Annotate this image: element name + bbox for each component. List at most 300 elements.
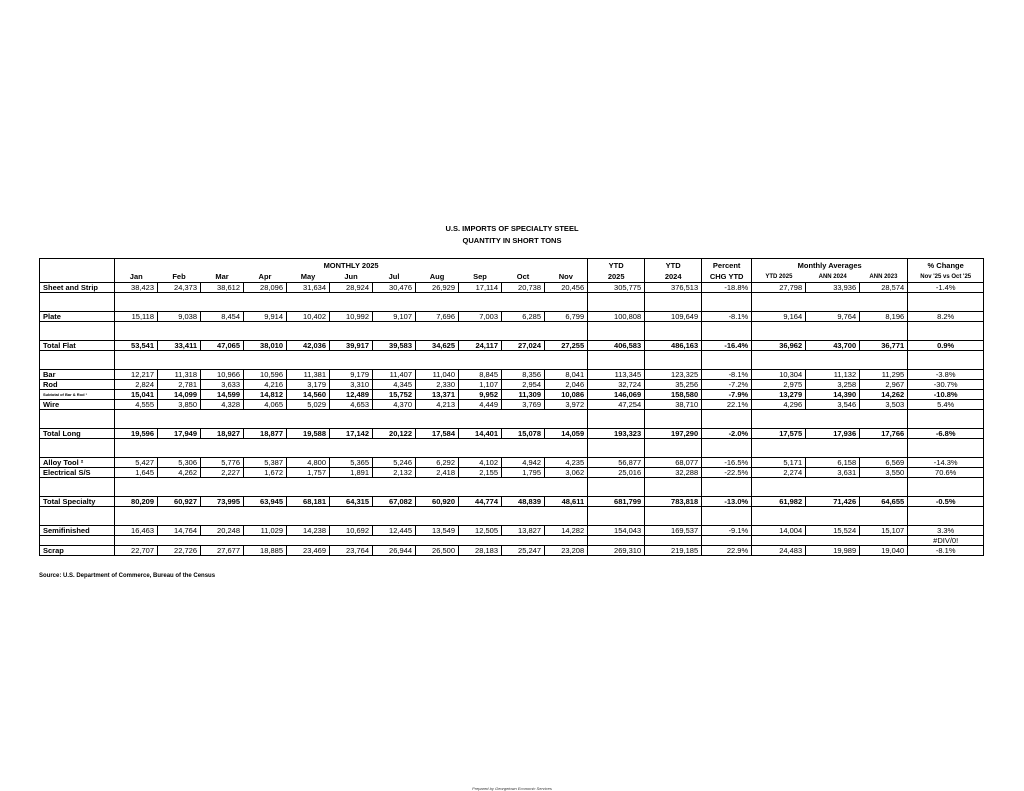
month-value: 10,966 bbox=[201, 370, 244, 380]
pct-change-ytd: -2.0% bbox=[702, 429, 752, 439]
month-value: 63,945 bbox=[244, 497, 287, 507]
month-header: Oct bbox=[516, 272, 530, 281]
spacer-row bbox=[40, 293, 984, 303]
spacer-row bbox=[40, 487, 984, 497]
month-value: 3,062 bbox=[545, 468, 588, 478]
table-row bbox=[40, 341, 984, 351]
pct-change-ytd: -18.8% bbox=[702, 283, 752, 293]
avg-ytd2025: 4,296 bbox=[752, 400, 806, 410]
spacer-row bbox=[40, 302, 984, 312]
avg-header: Monthly Averages bbox=[752, 259, 908, 273]
month-value: 47,065 bbox=[201, 341, 244, 351]
month-value: 11,309 bbox=[502, 390, 545, 400]
row-label: Plate bbox=[40, 312, 115, 322]
month-value: 4,449 bbox=[459, 400, 502, 410]
avg-col-header: ANN 2023 bbox=[869, 274, 898, 280]
pct-change-ytd: -8.1% bbox=[702, 370, 752, 380]
month-value: 34,625 bbox=[416, 341, 459, 351]
ytd24-value: 169,537 bbox=[645, 526, 702, 536]
pct-change-month: 5.4% bbox=[908, 400, 984, 410]
ytd24-value: 376,513 bbox=[645, 283, 702, 293]
avg-ytd2025: 9,164 bbox=[752, 312, 806, 322]
month-value: 28,096 bbox=[244, 283, 287, 293]
month-header: Apr bbox=[258, 272, 272, 281]
month-value: 2,954 bbox=[502, 380, 545, 390]
month-value: 24,373 bbox=[158, 283, 201, 293]
avg-ann2024: 3,258 bbox=[806, 380, 860, 390]
spacer-row bbox=[40, 478, 984, 488]
month-value: 4,370 bbox=[373, 400, 416, 410]
month-value: 1,672 bbox=[244, 468, 287, 478]
month-value: 39,583 bbox=[373, 341, 416, 351]
pct-subheader: CHG YTD bbox=[702, 272, 752, 283]
month-value: 2,824 bbox=[115, 380, 158, 390]
month-value: 23,764 bbox=[330, 546, 373, 556]
avg-ann2023: 2,967 bbox=[860, 380, 908, 390]
ytd24-value: 486,163 bbox=[645, 341, 702, 351]
month-value: 14,599 bbox=[201, 390, 244, 400]
table-row bbox=[40, 468, 984, 478]
month-header: Jul bbox=[388, 272, 400, 281]
row-label: Electrical S/S bbox=[40, 468, 115, 478]
month-value: 67,082 bbox=[373, 497, 416, 507]
month-value: 4,800 bbox=[287, 458, 330, 468]
month-value: 9,914 bbox=[244, 312, 287, 322]
month-value: 53,541 bbox=[115, 341, 158, 351]
ytd24-value: 783,818 bbox=[645, 497, 702, 507]
month-value: 4,262 bbox=[158, 468, 201, 478]
avg-ann2023: 3,550 bbox=[860, 468, 908, 478]
spacer-row bbox=[40, 419, 984, 429]
month-value: 11,040 bbox=[416, 370, 459, 380]
avg-col-header: YTD 2025 bbox=[752, 272, 806, 283]
avg-ytd2025: 36,962 bbox=[752, 341, 806, 351]
row-label: Alloy Tool ² bbox=[40, 458, 115, 468]
month-value: 4,345 bbox=[373, 380, 416, 390]
month-header: Sep bbox=[473, 272, 487, 281]
spacer-row bbox=[40, 331, 984, 341]
month-value: 17,949 bbox=[158, 429, 201, 439]
month-value: 14,238 bbox=[287, 526, 330, 536]
avg-ann2023: 15,107 bbox=[860, 526, 908, 536]
month-value: 4,065 bbox=[244, 400, 287, 410]
div0-cell: #DIV/0! bbox=[908, 536, 984, 546]
month-value: 80,209 bbox=[115, 497, 158, 507]
ytd25-value: 113,345 bbox=[588, 370, 645, 380]
month-value: 10,402 bbox=[287, 312, 330, 322]
month-value: 15,078 bbox=[502, 429, 545, 439]
month-value: 6,292 bbox=[416, 458, 459, 468]
avg-ann2023: 28,574 bbox=[860, 283, 908, 293]
pct-change-month: -8.1% bbox=[908, 546, 984, 556]
month-value: 8,845 bbox=[459, 370, 502, 380]
avg-ytd2025: 2,274 bbox=[752, 468, 806, 478]
month-value: 19,588 bbox=[287, 429, 330, 439]
month-value: 14,764 bbox=[158, 526, 201, 536]
ytd25-value: 406,583 bbox=[588, 341, 645, 351]
month-value: 26,929 bbox=[416, 283, 459, 293]
month-value: 4,942 bbox=[502, 458, 545, 468]
ytd25-value: 25,016 bbox=[588, 468, 645, 478]
month-value: 38,423 bbox=[115, 283, 158, 293]
month-value: 15,118 bbox=[115, 312, 158, 322]
avg-ann2024: 19,989 bbox=[806, 546, 860, 556]
ytd25-year: 2025 bbox=[588, 272, 645, 283]
month-value: 13,371 bbox=[416, 390, 459, 400]
avg-ann2023: 17,766 bbox=[860, 429, 908, 439]
row-label: Total Specialty bbox=[40, 497, 115, 507]
row-label: Wire bbox=[40, 400, 115, 410]
month-value: 13,549 bbox=[416, 526, 459, 536]
month-value: 60,927 bbox=[158, 497, 201, 507]
month-value: 3,310 bbox=[330, 380, 373, 390]
pct-change-month: 0.9% bbox=[908, 341, 984, 351]
month-value: 20,456 bbox=[545, 283, 588, 293]
avg-ytd2025: 10,304 bbox=[752, 370, 806, 380]
month-value: 23,469 bbox=[287, 546, 330, 556]
month-header: Jun bbox=[344, 272, 358, 281]
month-value: 31,634 bbox=[287, 283, 330, 293]
avg-ann2023: 11,295 bbox=[860, 370, 908, 380]
avg-ytd2025: 14,004 bbox=[752, 526, 806, 536]
table-row bbox=[40, 283, 984, 293]
month-value: 2,155 bbox=[459, 468, 502, 478]
spacer-row bbox=[40, 322, 984, 332]
header-row-2 bbox=[40, 272, 984, 283]
ytd25-value: 193,323 bbox=[588, 429, 645, 439]
row-label: Semifinished bbox=[40, 526, 115, 536]
chg-header: % Change bbox=[908, 259, 984, 273]
pct-change-ytd: -22.5% bbox=[702, 468, 752, 478]
month-value: 7,696 bbox=[416, 312, 459, 322]
month-value: 25,247 bbox=[502, 546, 545, 556]
pct-change-month: -30.7% bbox=[908, 380, 984, 390]
source-note: Source: U.S. Department of Commerce, Bureau of the Census bbox=[39, 573, 216, 579]
spacer-row bbox=[40, 351, 984, 361]
month-value: 14,560 bbox=[287, 390, 330, 400]
pct-change-month: -0.5% bbox=[908, 497, 984, 507]
month-value: 20,122 bbox=[373, 429, 416, 439]
ytd24-value: 68,077 bbox=[645, 458, 702, 468]
pct-change-ytd: 22.9% bbox=[702, 546, 752, 556]
avg-ann2024: 15,524 bbox=[806, 526, 860, 536]
month-value: 22,707 bbox=[115, 546, 158, 556]
month-value: 24,117 bbox=[459, 341, 502, 351]
pct-change-ytd: -9.1% bbox=[702, 526, 752, 536]
avg-ann2024: 11,132 bbox=[806, 370, 860, 380]
avg-ann2024: 43,700 bbox=[806, 341, 860, 351]
report-subtitle: QUANTITY IN SHORT TONS bbox=[462, 236, 562, 245]
monthly-header: MONTHLY 2025 bbox=[323, 261, 379, 270]
avg-ytd2025: 13,279 bbox=[752, 390, 806, 400]
pct-change-month: -6.8% bbox=[908, 429, 984, 439]
month-value: 1,891 bbox=[330, 468, 373, 478]
month-value: 11,381 bbox=[287, 370, 330, 380]
month-value: 3,972 bbox=[545, 400, 588, 410]
month-value: 5,306 bbox=[158, 458, 201, 468]
month-header: Aug bbox=[429, 272, 445, 281]
month-header: Mar bbox=[215, 272, 229, 281]
month-value: 2,781 bbox=[158, 380, 201, 390]
ytd24-value: 32,288 bbox=[645, 468, 702, 478]
month-value: 11,407 bbox=[373, 370, 416, 380]
table-row bbox=[40, 390, 984, 400]
spacer-row bbox=[40, 507, 984, 517]
pct-change-month: 70.6% bbox=[908, 468, 984, 478]
avg-ytd2025: 61,982 bbox=[752, 497, 806, 507]
month-value: 10,596 bbox=[244, 370, 287, 380]
ytd24-value: 123,325 bbox=[645, 370, 702, 380]
month-value: 10,992 bbox=[330, 312, 373, 322]
pct-change-month: -14.3% bbox=[908, 458, 984, 468]
month-value: 5,365 bbox=[330, 458, 373, 468]
month-value: 18,877 bbox=[244, 429, 287, 439]
month-value: 60,920 bbox=[416, 497, 459, 507]
pct-change-ytd: 22.1% bbox=[702, 400, 752, 410]
month-value: 11,318 bbox=[158, 370, 201, 380]
month-value: 4,216 bbox=[244, 380, 287, 390]
avg-ytd2025: 24,483 bbox=[752, 546, 806, 556]
month-value: 9,107 bbox=[373, 312, 416, 322]
avg-ytd2025: 2,975 bbox=[752, 380, 806, 390]
month-value: 27,024 bbox=[502, 341, 545, 351]
ytd25-value: 146,069 bbox=[588, 390, 645, 400]
row-label: Subtotal of Bar & Rod ¹ bbox=[40, 390, 115, 400]
month-value: 27,255 bbox=[545, 341, 588, 351]
month-value: 26,944 bbox=[373, 546, 416, 556]
month-value: 6,285 bbox=[502, 312, 545, 322]
avg-ann2024: 33,936 bbox=[806, 283, 860, 293]
month-value: 12,489 bbox=[330, 390, 373, 400]
month-value: 3,850 bbox=[158, 400, 201, 410]
ytd25-value: 56,877 bbox=[588, 458, 645, 468]
month-value: 4,328 bbox=[201, 400, 244, 410]
ytd25-value: 154,043 bbox=[588, 526, 645, 536]
month-value: 14,099 bbox=[158, 390, 201, 400]
ytd24-value: 219,185 bbox=[645, 546, 702, 556]
month-value: 14,401 bbox=[459, 429, 502, 439]
month-value: 15,752 bbox=[373, 390, 416, 400]
month-value: 1,757 bbox=[287, 468, 330, 478]
pct-change-month: 8.2% bbox=[908, 312, 984, 322]
pct-change-month: -3.8% bbox=[908, 370, 984, 380]
month-value: 4,235 bbox=[545, 458, 588, 468]
month-value: 38,612 bbox=[201, 283, 244, 293]
month-value: 30,476 bbox=[373, 283, 416, 293]
imports-table bbox=[39, 258, 984, 556]
pct-header: Percent bbox=[702, 259, 752, 273]
spacer-row bbox=[40, 448, 984, 458]
month-header: Feb bbox=[172, 272, 186, 281]
avg-ann2023: 14,262 bbox=[860, 390, 908, 400]
month-value: 68,181 bbox=[287, 497, 330, 507]
avg-ann2023: 3,503 bbox=[860, 400, 908, 410]
pct-change-ytd: -13.0% bbox=[702, 497, 752, 507]
spacer-row bbox=[40, 439, 984, 449]
ytd24-value: 109,649 bbox=[645, 312, 702, 322]
pct-change-month: 3.3% bbox=[908, 526, 984, 536]
month-value: 12,217 bbox=[115, 370, 158, 380]
row-label: Total Long bbox=[40, 429, 115, 439]
month-value: 64,315 bbox=[330, 497, 373, 507]
avg-ann2023: 8,196 bbox=[860, 312, 908, 322]
avg-ann2023: 6,569 bbox=[860, 458, 908, 468]
avg-ann2024: 9,764 bbox=[806, 312, 860, 322]
ytd24-value: 38,710 bbox=[645, 400, 702, 410]
month-value: 73,995 bbox=[201, 497, 244, 507]
header-row-1 bbox=[40, 259, 984, 273]
table-row bbox=[40, 546, 984, 556]
table-row bbox=[40, 497, 984, 507]
ytd24-header: YTD bbox=[645, 259, 702, 273]
row-label: Scrap bbox=[40, 546, 115, 556]
month-value: 8,041 bbox=[545, 370, 588, 380]
month-value: 4,555 bbox=[115, 400, 158, 410]
ytd25-value: 305,775 bbox=[588, 283, 645, 293]
table-body bbox=[40, 259, 984, 556]
ytd25-value: 32,724 bbox=[588, 380, 645, 390]
pct-change-ytd: -8.1% bbox=[702, 312, 752, 322]
month-value: 6,799 bbox=[545, 312, 588, 322]
month-value: 5,029 bbox=[287, 400, 330, 410]
month-value: 14,282 bbox=[545, 526, 588, 536]
month-header: Jan bbox=[129, 272, 143, 281]
month-value: 9,038 bbox=[158, 312, 201, 322]
pct-change-month: -1.4% bbox=[908, 283, 984, 293]
pct-change-ytd: -16.4% bbox=[702, 341, 752, 351]
month-value: 17,114 bbox=[459, 283, 502, 293]
chg-subheader: Nov '25 vs Oct '25 bbox=[908, 272, 984, 283]
month-value: 15,041 bbox=[115, 390, 158, 400]
row-label: Bar bbox=[40, 370, 115, 380]
month-value: 4,213 bbox=[416, 400, 459, 410]
pct-change-ytd: -7.9% bbox=[702, 390, 752, 400]
month-value: 44,774 bbox=[459, 497, 502, 507]
ytd24-value: 35,256 bbox=[645, 380, 702, 390]
footer-note: Prepared by Georgetown Economic Services bbox=[472, 786, 552, 791]
month-value: 48,839 bbox=[502, 497, 545, 507]
table-row bbox=[40, 380, 984, 390]
month-value: 3,179 bbox=[287, 380, 330, 390]
avg-ytd2025: 27,798 bbox=[752, 283, 806, 293]
month-value: 7,003 bbox=[459, 312, 502, 322]
month-value: 1,107 bbox=[459, 380, 502, 390]
ytd24-value: 158,580 bbox=[645, 390, 702, 400]
month-value: 11,029 bbox=[244, 526, 287, 536]
month-value: 28,183 bbox=[459, 546, 502, 556]
month-value: 5,427 bbox=[115, 458, 158, 468]
month-value: 20,248 bbox=[201, 526, 244, 536]
spacer-row bbox=[40, 360, 984, 370]
month-value: 2,418 bbox=[416, 468, 459, 478]
month-value: 16,463 bbox=[115, 526, 158, 536]
month-value: 9,952 bbox=[459, 390, 502, 400]
pct-change-ytd: -7.2% bbox=[702, 380, 752, 390]
pct-change-month: -10.8% bbox=[908, 390, 984, 400]
month-value: 23,208 bbox=[545, 546, 588, 556]
pct-change-ytd: -16.5% bbox=[702, 458, 752, 468]
avg-ann2023: 19,040 bbox=[860, 546, 908, 556]
month-value: 33,411 bbox=[158, 341, 201, 351]
ytd25-value: 681,799 bbox=[588, 497, 645, 507]
spacer-row bbox=[40, 536, 984, 546]
avg-ann2023: 36,771 bbox=[860, 341, 908, 351]
month-value: 42,036 bbox=[287, 341, 330, 351]
month-value: 10,086 bbox=[545, 390, 588, 400]
avg-col-header: ANN 2024 bbox=[818, 274, 847, 280]
month-value: 3,769 bbox=[502, 400, 545, 410]
ytd24-value: 197,290 bbox=[645, 429, 702, 439]
ytd25-value: 47,254 bbox=[588, 400, 645, 410]
table-row bbox=[40, 526, 984, 536]
avg-ann2024: 17,936 bbox=[806, 429, 860, 439]
month-value: 2,227 bbox=[201, 468, 244, 478]
month-value: 12,505 bbox=[459, 526, 502, 536]
avg-ann2024: 14,390 bbox=[806, 390, 860, 400]
avg-ann2024: 3,631 bbox=[806, 468, 860, 478]
ytd24-year: 2024 bbox=[645, 272, 702, 283]
month-value: 2,330 bbox=[416, 380, 459, 390]
ytd25-header: YTD bbox=[588, 259, 645, 273]
month-value: 5,776 bbox=[201, 458, 244, 468]
month-value: 26,500 bbox=[416, 546, 459, 556]
month-value: 9,179 bbox=[330, 370, 373, 380]
month-value: 22,726 bbox=[158, 546, 201, 556]
ytd25-value: 269,310 bbox=[588, 546, 645, 556]
month-value: 39,917 bbox=[330, 341, 373, 351]
month-value: 28,924 bbox=[330, 283, 373, 293]
avg-ann2024: 3,546 bbox=[806, 400, 860, 410]
table-row bbox=[40, 312, 984, 322]
month-value: 48,611 bbox=[545, 497, 588, 507]
month-value: 20,738 bbox=[502, 283, 545, 293]
month-value: 27,677 bbox=[201, 546, 244, 556]
month-value: 1,795 bbox=[502, 468, 545, 478]
month-value: 5,246 bbox=[373, 458, 416, 468]
month-value: 12,445 bbox=[373, 526, 416, 536]
month-value: 18,927 bbox=[201, 429, 244, 439]
month-value: 8,356 bbox=[502, 370, 545, 380]
ytd25-value: 100,808 bbox=[588, 312, 645, 322]
spacer-row bbox=[40, 516, 984, 526]
month-value: 14,059 bbox=[545, 429, 588, 439]
avg-ann2023: 64,655 bbox=[860, 497, 908, 507]
month-value: 4,102 bbox=[459, 458, 502, 468]
row-label: Rod bbox=[40, 380, 115, 390]
month-value: 5,387 bbox=[244, 458, 287, 468]
table-row bbox=[40, 458, 984, 468]
month-value: 2,132 bbox=[373, 468, 416, 478]
month-value: 38,010 bbox=[244, 341, 287, 351]
table-row bbox=[40, 370, 984, 380]
row-label: Sheet and Strip bbox=[40, 283, 115, 293]
month-value: 8,454 bbox=[201, 312, 244, 322]
table-row bbox=[40, 429, 984, 439]
month-value: 19,596 bbox=[115, 429, 158, 439]
month-value: 10,692 bbox=[330, 526, 373, 536]
month-value: 13,827 bbox=[502, 526, 545, 536]
avg-ytd2025: 5,171 bbox=[752, 458, 806, 468]
table-row bbox=[40, 400, 984, 410]
avg-ann2024: 6,158 bbox=[806, 458, 860, 468]
month-value: 1,645 bbox=[115, 468, 158, 478]
row-label: Total Flat bbox=[40, 341, 115, 351]
spacer-row bbox=[40, 410, 984, 420]
month-value: 18,885 bbox=[244, 546, 287, 556]
avg-ann2024: 71,426 bbox=[806, 497, 860, 507]
report-title: U.S. IMPORTS OF SPECIALTY STEEL bbox=[445, 224, 579, 233]
month-value: 14,812 bbox=[244, 390, 287, 400]
